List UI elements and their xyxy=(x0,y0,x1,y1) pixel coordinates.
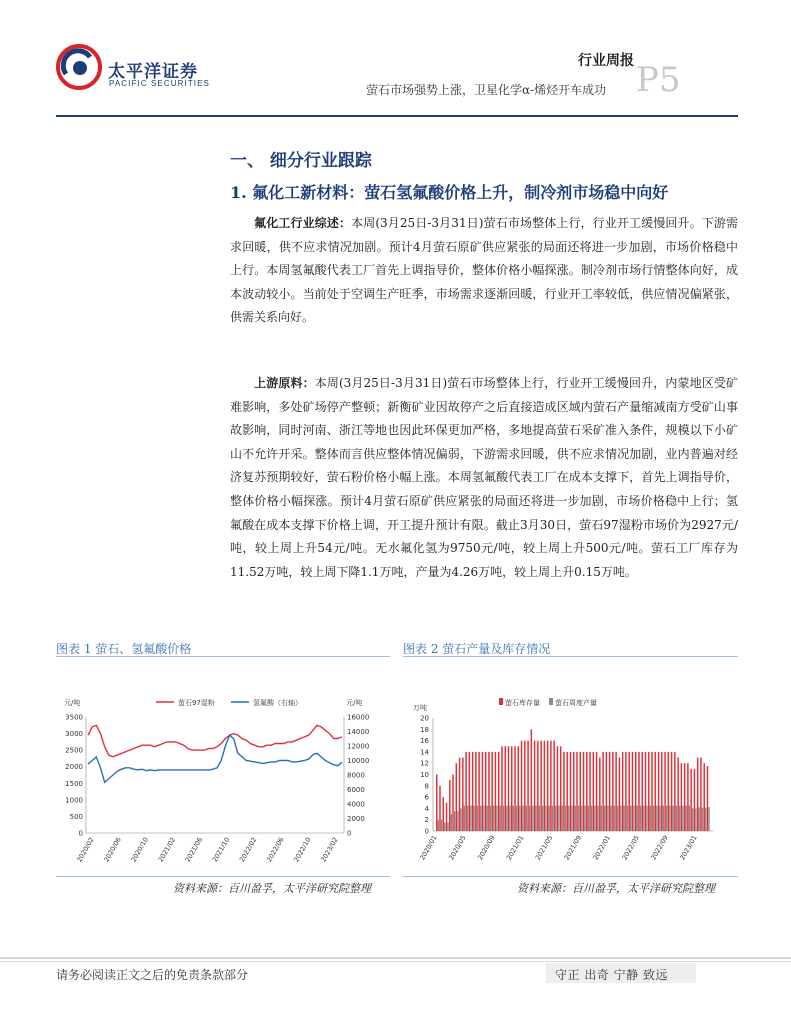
chart2-bar-inventory xyxy=(687,763,688,831)
chart2-bar-output xyxy=(630,806,631,831)
chart2-bar-inventory xyxy=(648,752,649,831)
chart2-bar-inventory xyxy=(658,752,659,831)
chart2-bar-inventory xyxy=(485,752,486,831)
chart2-bar-inventory xyxy=(622,752,623,831)
chart2-bar-inventory xyxy=(583,752,584,831)
report-subtitle: 萤石市场强势上涨，卫星化学α-烯烃开车成功 xyxy=(366,83,607,97)
chart1-x-tick-label: 2021/06 xyxy=(183,836,205,864)
footer-divider-thin xyxy=(0,961,791,962)
chart2-bar-output xyxy=(679,806,680,831)
chart1-right-tick-label: 14000 xyxy=(347,728,370,736)
chart2-bar-output xyxy=(689,806,690,831)
chart2-bar-inventory xyxy=(534,741,535,831)
chart2-bar-output xyxy=(467,806,468,831)
chart2-bar-output xyxy=(653,806,654,831)
chart1-left-tick-label: 3000 xyxy=(65,730,83,739)
chart1-right-tick-label: 12000 xyxy=(347,742,370,751)
chart2-bar-inventory xyxy=(635,752,636,831)
chart2-bar-inventory xyxy=(439,786,440,831)
chart1-left-tick-label: 2500 xyxy=(65,746,83,755)
subsection-heading: 1. 氟化工新材料：萤石氢氟酸价格上升，制冷剂市场稳中向好 xyxy=(230,183,669,202)
figure-2-top-rule xyxy=(403,656,738,657)
chart2-bar-output xyxy=(607,806,608,831)
chart2-bar-output xyxy=(617,806,618,831)
chart2-bar-inventory xyxy=(638,752,639,831)
chart2-bar-output xyxy=(506,806,507,831)
chart2-y-tick-label: 20 xyxy=(420,714,429,723)
chart2-bar-inventory xyxy=(449,780,450,831)
chart2-bar-inventory xyxy=(573,752,574,831)
figure-1-top-rule xyxy=(56,656,390,657)
chart2-y-tick-label: 10 xyxy=(420,771,429,779)
chart2-bar-inventory xyxy=(518,746,519,831)
chart2-bar-output xyxy=(558,806,559,831)
chart2-bar-inventory xyxy=(694,769,695,831)
chart2-bar-inventory xyxy=(674,752,675,831)
chart2-bar-output xyxy=(477,806,478,831)
chart2-bar-inventory xyxy=(606,752,607,831)
chart2-x-tick-label: 2020/05 xyxy=(447,834,468,862)
chart2-bar-output xyxy=(487,806,488,831)
chart2-bar-inventory xyxy=(697,758,698,831)
chart2-bar-inventory xyxy=(524,741,525,831)
chart2-bar-output xyxy=(529,806,530,831)
paragraph-text: 本周(3月25日-3月31日)萤石市场整体上行，行业开工缓慢回升，内蒙地区受矿难影响，多处矿场停产整顿；新衡矿业因故停产之后直接造成区域内萤石产量缩减南方受矿山事故影响，同时河南、浙江等地也因此环保更加严格，多地提高萤石采矿准入条件，规模以下小矿山不允许开采。整体而言供应整体情况偏弱，下游需求回暖，供不应求情况加剧，业内普遍对经济复苏预期较好，萤石粉价格小幅上涨。本周氢氟酸代表工厂在成本支撑下，首先上调指导价，整体价格小幅探涨。预计4月萤石原矿供应紧张的局面还将进一步加剧，市场价格稳中上行；氢氟酸在成本支撑下价格上调，开工提升预计有限。截止3月30日，萤石97湿粉市场价为2927元/吨，较上周上升54元/吨。无水氟化氢为9750元/吨，较上周上升500元/吨。萤石工厂库存为11.52万吨，较上周下降1.1万吨，产量为4.26万吨，较上周上升0.15万吨。 xyxy=(230,376,738,579)
chart2-y-tick-label: 16 xyxy=(420,737,429,746)
figure-1-bottom-rule xyxy=(56,876,390,877)
figure-1-source: 资料来源：百川盈孚，太平洋研究院整理 xyxy=(173,882,371,895)
chart2-x-tick-label: 2022/05 xyxy=(620,834,641,862)
chart2-bar-output xyxy=(686,806,687,831)
chart2-bar-inventory xyxy=(609,752,610,831)
chart1-right-tick-label: 2000 xyxy=(347,815,365,823)
chart2-bar-inventory xyxy=(589,752,590,831)
chart2-bar-inventory xyxy=(475,752,476,831)
chart2-bar-output xyxy=(702,808,703,831)
chart2-bar-inventory xyxy=(452,775,453,832)
header-divider xyxy=(56,115,738,117)
chart2-bar-output xyxy=(460,808,461,831)
chart2-bar-inventory xyxy=(651,752,652,831)
chart2-bar-output xyxy=(519,806,520,831)
chart2-bar-inventory xyxy=(700,758,701,831)
chart1-x-tick-label: 2020/02 xyxy=(75,836,96,864)
chart2-bar-output xyxy=(500,806,501,831)
paragraph-overview xyxy=(230,212,738,330)
chart2-bar-output xyxy=(633,806,634,831)
chart2-bar-output xyxy=(672,806,673,831)
chart2-y-tick-label: 12 xyxy=(420,759,429,768)
chart2-bar-output xyxy=(545,806,546,831)
figure-1-title: 图表 1 萤石、氢氟酸价格 xyxy=(56,642,192,656)
chart1-series-line-0 xyxy=(88,725,342,757)
chart2-bar-inventory xyxy=(596,752,597,831)
chart2-bar-inventory xyxy=(544,741,545,831)
chart2-bar-inventory xyxy=(501,746,502,831)
logo-english-name: PACIFIC SECURITIES xyxy=(109,79,210,88)
chart2-bar-inventory xyxy=(498,752,499,831)
chart2-bar-output xyxy=(620,806,621,831)
chart1-x-tick-label: 2022/06 xyxy=(265,836,286,864)
chart2-bar-inventory xyxy=(505,746,506,831)
chart2-bar-output xyxy=(692,808,693,831)
chart-fluorite-output-inventory xyxy=(403,690,738,870)
figure-2-bottom-rule xyxy=(403,876,738,877)
chart1-legend-hf: 氢氟酸（右轴） xyxy=(253,699,302,707)
chart2-bar-inventory xyxy=(436,775,437,832)
chart2-bar-output xyxy=(682,806,683,831)
chart2-bar-output xyxy=(490,806,491,831)
chart2-bar-output xyxy=(643,806,644,831)
chart1-right-unit: 元/吨 xyxy=(346,699,363,707)
chart1-x-tick-label: 2020/10 xyxy=(129,836,150,864)
chart2-bar-inventory xyxy=(521,741,522,831)
chart2-bar-output xyxy=(522,806,523,831)
chart2-bar-output xyxy=(611,806,612,831)
company-logo-icon xyxy=(56,44,102,90)
chart2-bar-inventory xyxy=(472,752,473,831)
chart2-bar-inventory xyxy=(690,769,691,831)
chart2-bar-inventory xyxy=(563,752,564,831)
chart2-bar-inventory xyxy=(586,752,587,831)
chart2-bar-inventory xyxy=(527,741,528,831)
figure-2-source: 资料来源：百川盈孚，太平洋研究院整理 xyxy=(517,882,715,895)
chart1-x-tick-label: 2022/02 xyxy=(237,836,259,864)
chart2-y-tick-label: 2 xyxy=(424,816,429,825)
chart2-x-tick-label: 2022/09 xyxy=(649,834,670,862)
footer-divider xyxy=(0,957,791,959)
chart2-bar-inventory xyxy=(593,752,594,831)
chart2-bar-inventory xyxy=(612,752,613,831)
footer-disclaimer: 请务必阅读正文之后的免责条款部分 xyxy=(56,968,249,982)
chart2-bar-output xyxy=(444,823,445,831)
chart2-x-tick-label: 2021/09 xyxy=(562,834,584,862)
chart1-x-tick-label: 2022/10 xyxy=(292,836,313,864)
chart2-bar-inventory xyxy=(456,763,457,831)
chart2-bar-inventory xyxy=(482,752,483,831)
chart2-bar-inventory xyxy=(566,752,567,831)
report-type: 行业周报 xyxy=(578,53,634,69)
chart2-bar-inventory xyxy=(677,758,678,831)
chart2-y-tick-label: 8 xyxy=(424,782,429,791)
chart2-legend-inventory: 萤石库存量 xyxy=(505,699,540,707)
chart2-bar-inventory xyxy=(645,752,646,831)
chart2-bar-inventory xyxy=(488,752,489,831)
chart2-x-tick-label: 2022/01 xyxy=(591,834,613,862)
chart2-bar-inventory xyxy=(514,746,515,831)
chart2-bar-output xyxy=(539,806,540,831)
chart2-bar-inventory xyxy=(671,752,672,831)
logo-chinese-name: 太平洋证券 xyxy=(108,62,198,82)
chart2-bar-inventory xyxy=(491,752,492,831)
chart2-unit: 万吨 xyxy=(413,704,427,712)
chart1-left-tick-label: 1000 xyxy=(65,796,83,805)
chart2-bar-inventory xyxy=(508,746,509,831)
chart2-x-tick-label: 2021/01 xyxy=(504,834,526,862)
chart2-bar-inventory xyxy=(478,752,479,831)
chart2-bar-output xyxy=(659,806,660,831)
chart2-bar-inventory xyxy=(632,752,633,831)
chart2-bar-inventory xyxy=(443,797,444,831)
chart2-bar-output xyxy=(565,806,566,831)
chart2-bar-output xyxy=(451,814,452,831)
chart2-bar-output xyxy=(588,806,589,831)
chart2-bar-output xyxy=(575,806,576,831)
chart2-bar-output xyxy=(695,808,696,831)
chart-fluorite-hf-price xyxy=(56,690,390,870)
chart1-left-tick-label: 2000 xyxy=(65,763,83,772)
chart2-bar-inventory xyxy=(668,752,669,831)
legend-swatch-output xyxy=(549,698,553,705)
chart2-bar-output xyxy=(581,806,582,831)
chart2-x-tick-label: 2021/05 xyxy=(533,834,555,862)
chart2-y-tick-label: 14 xyxy=(420,748,429,757)
chart2-bar-inventory xyxy=(602,752,603,831)
chart2-bar-output xyxy=(568,806,569,831)
chart1-series-line-1 xyxy=(88,735,342,782)
chart2-bar-output xyxy=(614,806,615,831)
chart2-bar-output xyxy=(441,820,442,831)
paragraph-label: 上游原料： xyxy=(254,376,315,390)
chart2-bar-inventory xyxy=(707,766,708,831)
chart1-x-tick-label: 2023/02 xyxy=(319,836,340,864)
chart2-bar-inventory xyxy=(664,752,665,831)
chart2-bar-output xyxy=(542,806,543,831)
chart1-x-tick-label: 2021/10 xyxy=(210,836,232,864)
chart2-bar-output xyxy=(591,806,592,831)
chart2-bar-inventory xyxy=(511,746,512,831)
chart2-bar-output xyxy=(708,807,709,831)
chart2-bar-inventory xyxy=(446,803,447,831)
chart1-right-tick-label: 4000 xyxy=(347,800,365,809)
chart2-x-tick-label: 2023/01 xyxy=(678,834,699,862)
footer-motto: 守正 出奇 宁静 致远 xyxy=(555,968,668,982)
chart2-bar-inventory xyxy=(703,763,704,831)
chart2-bar-output xyxy=(594,806,595,831)
chart2-bar-output xyxy=(597,806,598,831)
chart2-bar-output xyxy=(676,806,677,831)
chart2-bar-inventory xyxy=(547,741,548,831)
chart2-bar-output xyxy=(627,806,628,831)
chart2-bar-inventory xyxy=(615,752,616,831)
chart2-bar-output xyxy=(503,806,504,831)
chart2-bar-output xyxy=(604,806,605,831)
paragraph-text: 本周(3月25日-3月31日)萤石市场整体上行，行业开工缓慢回升。下游需求回暖，供不应求情况加剧。预计4月萤石原矿供应紧张的局面还将进一步加剧，市场价格稳中上行。本周氢氟酸代表工厂首先上调指导价，整体价格小幅探涨。制冷剂市场行情整体向好，成本波动较小。当前处于空调生产旺季，市场需求逐渐回暖，行业开工率较低，供应情况偏紧张，供需关系向好。 xyxy=(230,216,738,325)
chart2-bar-output xyxy=(646,806,647,831)
chart2-bar-output xyxy=(666,806,667,831)
chart2-bar-output xyxy=(699,807,700,831)
chart2-bar-output xyxy=(650,806,651,831)
chart2-bar-output xyxy=(669,806,670,831)
chart2-bar-inventory xyxy=(557,746,558,831)
chart2-bar-inventory xyxy=(560,746,561,831)
chart2-bar-inventory xyxy=(576,752,577,831)
chart2-bar-output xyxy=(552,806,553,831)
chart2-bar-output xyxy=(535,806,536,831)
chart1-x-tick-label: 2021/02 xyxy=(156,836,178,864)
chart2-bar-output xyxy=(571,806,572,831)
chart2-bar-inventory xyxy=(580,752,581,831)
chart2-bar-inventory xyxy=(655,752,656,831)
paragraph-label: 氟化工行业综述： xyxy=(254,216,352,230)
chart2-bar-output xyxy=(526,806,527,831)
chart2-bar-output xyxy=(474,806,475,831)
chart2-bar-output xyxy=(513,806,514,831)
chart1-left-tick-label: 1500 xyxy=(65,779,83,788)
chart2-bar-inventory xyxy=(469,752,470,831)
chart2-bar-inventory xyxy=(599,758,600,831)
page-number: P5 xyxy=(636,60,681,100)
chart2-bar-output xyxy=(656,806,657,831)
chart2-bar-output xyxy=(663,806,664,831)
chart2-bar-output xyxy=(447,823,448,831)
chart2-bar-output xyxy=(509,806,510,831)
paragraph-raw-materials xyxy=(230,372,738,584)
chart1-right-tick-label: 10000 xyxy=(347,757,370,765)
chart2-bar-inventory xyxy=(462,758,463,831)
chart1-x-tick-label: 2020/06 xyxy=(102,836,123,864)
chart2-bar-inventory xyxy=(537,741,538,831)
chart2-bar-output xyxy=(532,806,533,831)
chart2-bar-inventory xyxy=(495,752,496,831)
chart2-bar-output xyxy=(624,806,625,831)
figure-2-title: 图表 2 萤石产量及库存情况 xyxy=(403,642,551,656)
chart2-y-tick-label: 0 xyxy=(424,827,429,836)
chart2-bar-inventory xyxy=(619,758,620,831)
chart2-bar-output xyxy=(454,811,455,831)
chart2-legend-output: 萤石周度产量 xyxy=(555,699,597,707)
chart2-bar-inventory xyxy=(642,752,643,831)
chart2-bar-output xyxy=(705,808,706,831)
chart1-right-tick-label: 16000 xyxy=(347,713,370,722)
chart2-bar-output xyxy=(584,806,585,831)
chart2-bar-output xyxy=(438,820,439,831)
chart2-bar-inventory xyxy=(550,741,551,831)
chart2-bar-inventory xyxy=(570,752,571,831)
chart2-bar-inventory xyxy=(531,729,532,831)
chart1-legend-fluorite: 萤石97湿粉 xyxy=(178,699,215,707)
legend-swatch-inventory xyxy=(499,698,503,705)
chart2-bar-output xyxy=(601,806,602,831)
chart1-right-tick-label: 0 xyxy=(347,829,352,838)
chart2-bar-output xyxy=(483,806,484,831)
chart2-bar-inventory xyxy=(681,763,682,831)
chart1-right-tick-label: 8000 xyxy=(347,771,365,780)
chart2-bar-inventory xyxy=(661,752,662,831)
chart2-bar-output xyxy=(464,806,465,831)
chart2-x-tick-label: 2020/01 xyxy=(418,834,439,862)
chart2-bar-output xyxy=(480,806,481,831)
chart1-left-tick-label: 500 xyxy=(69,812,83,821)
chart2-bar-output xyxy=(562,806,563,831)
chart2-x-tick-label: 2020/09 xyxy=(476,834,497,862)
chart2-bar-output xyxy=(637,806,638,831)
chart2-bar-inventory xyxy=(553,741,554,831)
chart2-bar-inventory xyxy=(540,741,541,831)
chart2-bar-inventory xyxy=(459,758,460,831)
chart1-left-tick-label: 3500 xyxy=(65,713,83,722)
chart2-bar-output xyxy=(516,806,517,831)
chart2-bar-output xyxy=(578,806,579,831)
chart2-bar-output xyxy=(493,806,494,831)
chart2-bar-output xyxy=(549,806,550,831)
chart2-bar-output xyxy=(555,806,556,831)
chart2-bar-inventory xyxy=(684,763,685,831)
section-heading: 一、 细分行业跟踪 xyxy=(230,151,372,171)
chart2-bar-output xyxy=(640,806,641,831)
chart2-bar-inventory xyxy=(625,752,626,831)
chart2-y-tick-label: 4 xyxy=(424,804,429,813)
chart2-bar-inventory xyxy=(628,752,629,831)
chart1-left-unit: 元/吨 xyxy=(64,699,81,707)
chart1-right-tick-label: 6000 xyxy=(347,786,365,794)
chart2-bar-output xyxy=(470,806,471,831)
chart2-bar-output xyxy=(457,811,458,831)
chart2-y-tick-label: 18 xyxy=(420,725,429,734)
chart2-bar-inventory xyxy=(465,752,466,831)
chart2-y-tick-label: 6 xyxy=(424,793,429,802)
chart1-left-tick-label: 0 xyxy=(78,829,83,838)
chart2-bar-output xyxy=(496,806,497,831)
